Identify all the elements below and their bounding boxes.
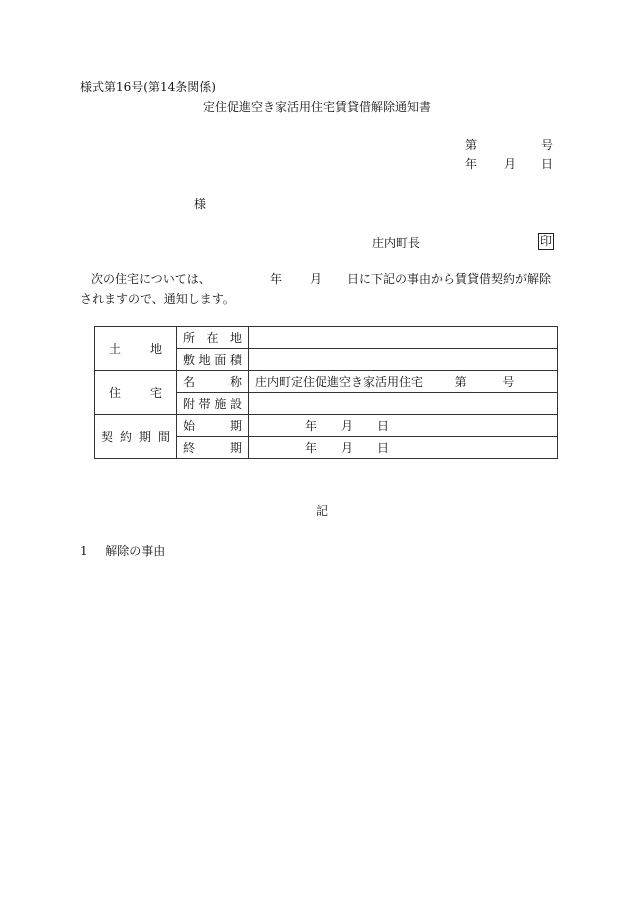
- house-name: 庄内町定住促進空き家活用住宅: [255, 374, 424, 389]
- table-row: [95, 327, 558, 349]
- house-label-char: 宅: [149, 385, 162, 400]
- body-line2: されますので、通知します。: [80, 292, 235, 306]
- term-label-char: 約: [119, 429, 132, 444]
- site-area-value: [249, 349, 558, 371]
- house-label-char: 住: [109, 385, 122, 400]
- label-char: 帯: [198, 396, 211, 411]
- table-row: [95, 371, 558, 393]
- body-month: 月: [310, 272, 323, 286]
- label-char: 附: [183, 396, 196, 411]
- label-char: 称: [229, 374, 242, 389]
- section-1: [80, 544, 165, 558]
- label-char: 終: [183, 440, 196, 455]
- label-char: 期: [229, 440, 242, 455]
- term-label-char: 間: [157, 429, 170, 444]
- term-label-char: 期: [138, 429, 151, 444]
- label-char: 名: [183, 374, 196, 389]
- label-char: 所: [183, 330, 196, 345]
- start-year: 年: [305, 418, 318, 433]
- house-dai: 第: [454, 374, 467, 389]
- label-char: 地: [198, 352, 211, 367]
- facilities-label: [177, 393, 249, 415]
- label-char: 敷: [183, 352, 196, 367]
- end-label: [177, 437, 249, 459]
- property-table: [94, 326, 558, 459]
- label-char: 始: [183, 418, 196, 433]
- end-value: [249, 437, 558, 459]
- form-id: 様式第16号(第14条関係): [80, 80, 216, 94]
- house-label: [95, 371, 177, 415]
- end-day: 日: [377, 440, 390, 455]
- site-area-label: [177, 349, 249, 371]
- label-char: 在: [206, 330, 219, 345]
- ref-year: 年: [465, 157, 478, 171]
- ref-gou: 号: [541, 138, 554, 152]
- label-char: 積: [229, 352, 242, 367]
- label-char: 設: [229, 396, 242, 411]
- ref-month: 月: [504, 157, 517, 171]
- sender-name: 庄内町長: [372, 236, 421, 250]
- end-month: 月: [341, 440, 354, 455]
- document-title: 定住促進空き家活用住宅賃貸借解除通知書: [203, 100, 432, 114]
- addressee-sama: 様: [194, 197, 207, 211]
- land-label-char: 地: [149, 341, 162, 356]
- section-1-number: 1: [80, 544, 88, 558]
- land-label-char: 土: [109, 341, 122, 356]
- house-gou: 号: [502, 374, 515, 389]
- start-value: [249, 415, 558, 437]
- table-row: [95, 415, 558, 437]
- body-line1-b: 日に下記の事由から賃貸借契約が解除: [347, 272, 552, 286]
- end-year: 年: [305, 440, 318, 455]
- term-label-char: 契: [101, 429, 114, 444]
- ref-dai: 第: [465, 138, 478, 152]
- label-char: 期: [229, 418, 242, 433]
- location-label: [177, 327, 249, 349]
- label-char: 施: [214, 396, 227, 411]
- seal-char: 印: [540, 234, 553, 248]
- body-year: 年: [270, 272, 283, 286]
- name-value: [249, 371, 558, 393]
- label-char: 地: [229, 330, 242, 345]
- seal-mark: [538, 233, 554, 250]
- land-label: [95, 327, 177, 371]
- ref-day: 日: [541, 157, 554, 171]
- section-1-label: 解除の事由: [105, 544, 166, 558]
- start-month: 月: [341, 418, 354, 433]
- term-label: [95, 415, 177, 459]
- facilities-value: [249, 393, 558, 415]
- location-value: [249, 327, 558, 349]
- body-line1-a: 次の住宅については、: [91, 272, 211, 286]
- start-label: [177, 415, 249, 437]
- start-day: 日: [377, 418, 390, 433]
- label-char: 面: [214, 352, 227, 367]
- ki-heading: 記: [316, 504, 329, 518]
- name-label: [177, 371, 249, 393]
